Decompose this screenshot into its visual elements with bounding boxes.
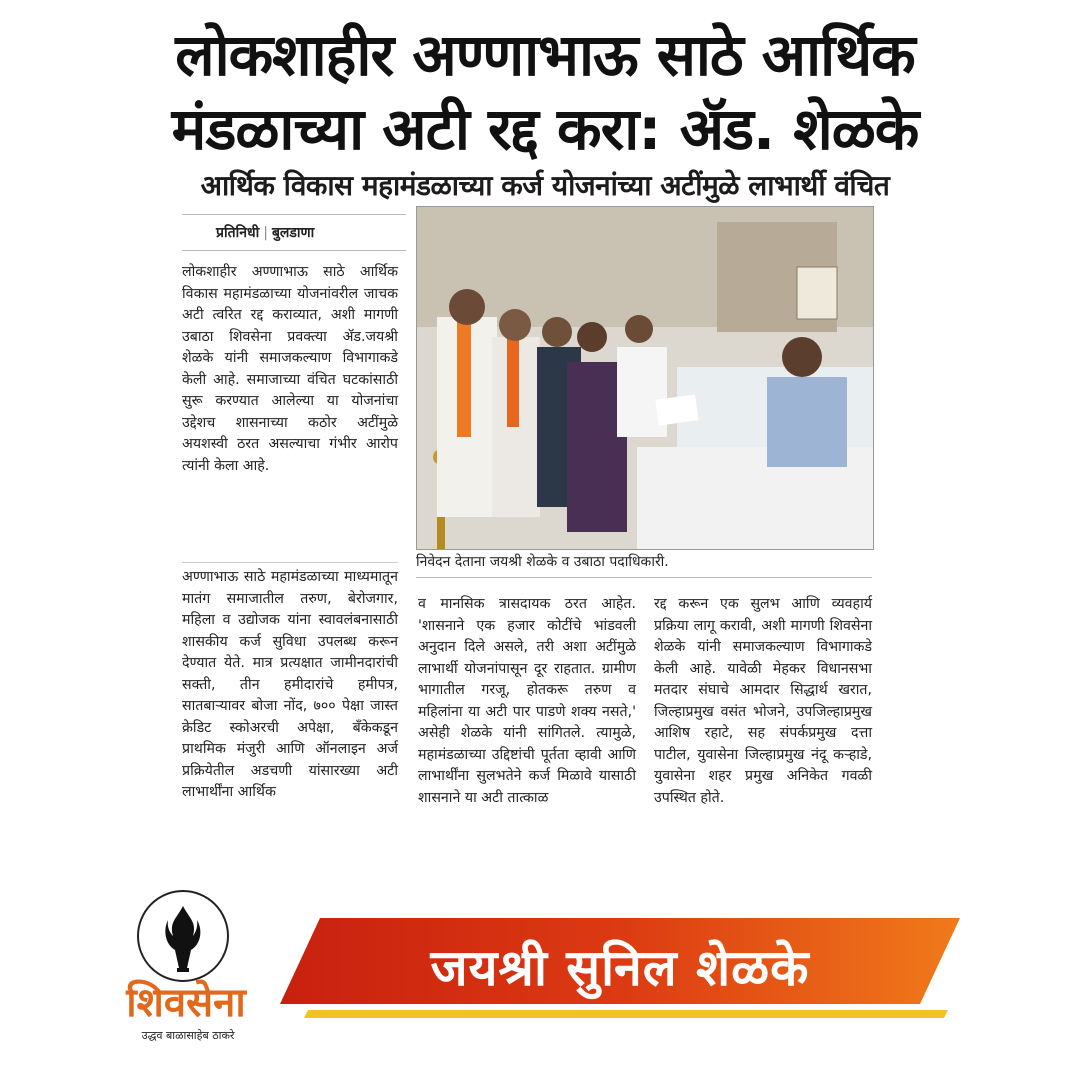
party-name: शिवसेना xyxy=(126,980,246,1026)
article-paragraph-1: लोकशाहीर अण्णाभाऊ साठे आर्थिक विकास महामंडळाच्या योजनांवरील जाचक अटी त्वरित रद्द कराव्यात, अशी मागणी उबाठा शिवसेना प्रवक्त्या ॲड.जयश्री शेळके यांनी समाजकल्याण विभागाकडे केली आहे. समाजाच्या वंचित घटकांसाठी सुरू करण्यात आलेल्या या योजनांचा उद्देशच शासनाच्या कठोर अटींमुळे अयशस्वी ठरत असल्याचा गंभीर आरोप त्यांनी केला आहे. xyxy=(182,264,398,474)
torch-icon xyxy=(139,892,227,980)
name-banner xyxy=(260,918,960,1018)
article-column-2 xyxy=(418,594,636,809)
news-photo-illustration xyxy=(417,207,873,549)
byline-author: प्रतिनिधी xyxy=(216,225,260,241)
subheadline: आर्थिक विकास महामंडळाच्या कर्ज योजनांच्या अटींमुळे लाभार्थी वंचित xyxy=(200,169,890,202)
headline-line-2: मंडळाच्या अटी रद्द करा: ॲड. शेळके xyxy=(171,95,919,163)
article-paragraph-2: अण्णाभाऊ साठे महामंडळाच्या माध्यमातून मातंग समाजातील तरुण, बेरोजगार, महिला व उद्योजक यांना स्वावलंबनासाठी शासकीय कर्ज सुविधा उपलब्ध करून देण्यात येते. मात्र प्रत्यक्षात जामीनदारांची सक्ती, तीन हमीदारांचे हमीपत्र, सातबाऱ्यावर बोजा नोंद, ७०० पेक्षा जास्त क्रेडिट स्कोअरची अपेक्षा, बँकेकडून प्राथमिक मंजुरी आणि ऑनलाइन अर्ज प्रक्रियेतील अडचणी यांसारख्या अटी लाभार्थींना आर्थिक xyxy=(182,569,398,800)
banner-name: जयश्री सुनिल शेळके xyxy=(430,939,810,997)
news-photo xyxy=(416,206,874,550)
headline-line-1: लोकशाहीर अण्णाभाऊ साठे आर्थिक xyxy=(175,21,915,89)
party-subtitle: उद्धव बाळासाहेब ठाकरे xyxy=(141,1029,235,1042)
article-column-1-top xyxy=(182,262,398,477)
article-paragraph-4: रद्द करून एक सुलभ आणि व्यवहार्य प्रक्रिया लागू करावी, अशी मागणी शिवसेना शेळके यांनी समाजकल्याण विभागाकडे केली आहे. यावेळी मेहकर विधानसभा मतदार संघाचे आमदार सिद्धार्थ खरात, जिल्हाप्रमुख वसंत भोजने, उपजिल्हाप्रमुख आशिष रहाटे, सह संपर्कप्रमुख दत्ता पाटील, युवासेना जिल्हाप्रमुख नंदू कऱ्हाडे, युवासेना शहर प्रमुख अनिकेत गवळी उपस्थित होते. xyxy=(654,596,872,806)
article-column-1-bottom xyxy=(182,562,398,804)
byline-place: बुलडाणा xyxy=(271,225,315,241)
headline xyxy=(150,18,940,166)
logo-emblem xyxy=(137,890,229,982)
article-column-3 xyxy=(654,594,872,809)
byline xyxy=(182,214,406,251)
byline-separator: | xyxy=(263,225,268,241)
photo-caption: निवेदन देताना जयश्री शेळके व उबाठा पदाधिकारी. xyxy=(416,552,872,578)
article-paragraph-3: व मानसिक त्रासदायक ठरत आहेत. 'शासनाने एक हजार कोटींचे भांडवली अनुदान दिले असले, तरी अशा अटींमुळे लाभार्थी योजनांपासून दूर राहतात. ग्रामीण भागातील गरजू, होतकरू तरुण व महिलांना या अटी पार पाडणे शक्य नसते,' असेही शेळके यांनी सांगितले. त्यामुळे, महामंडळाच्या उद्दिष्टांची पूर्तता व्हावी आणि लाभार्थींना सुलभतेने कर्ज मिळावे यासाठी शासनाने या अटी तात्काळ xyxy=(418,596,636,806)
